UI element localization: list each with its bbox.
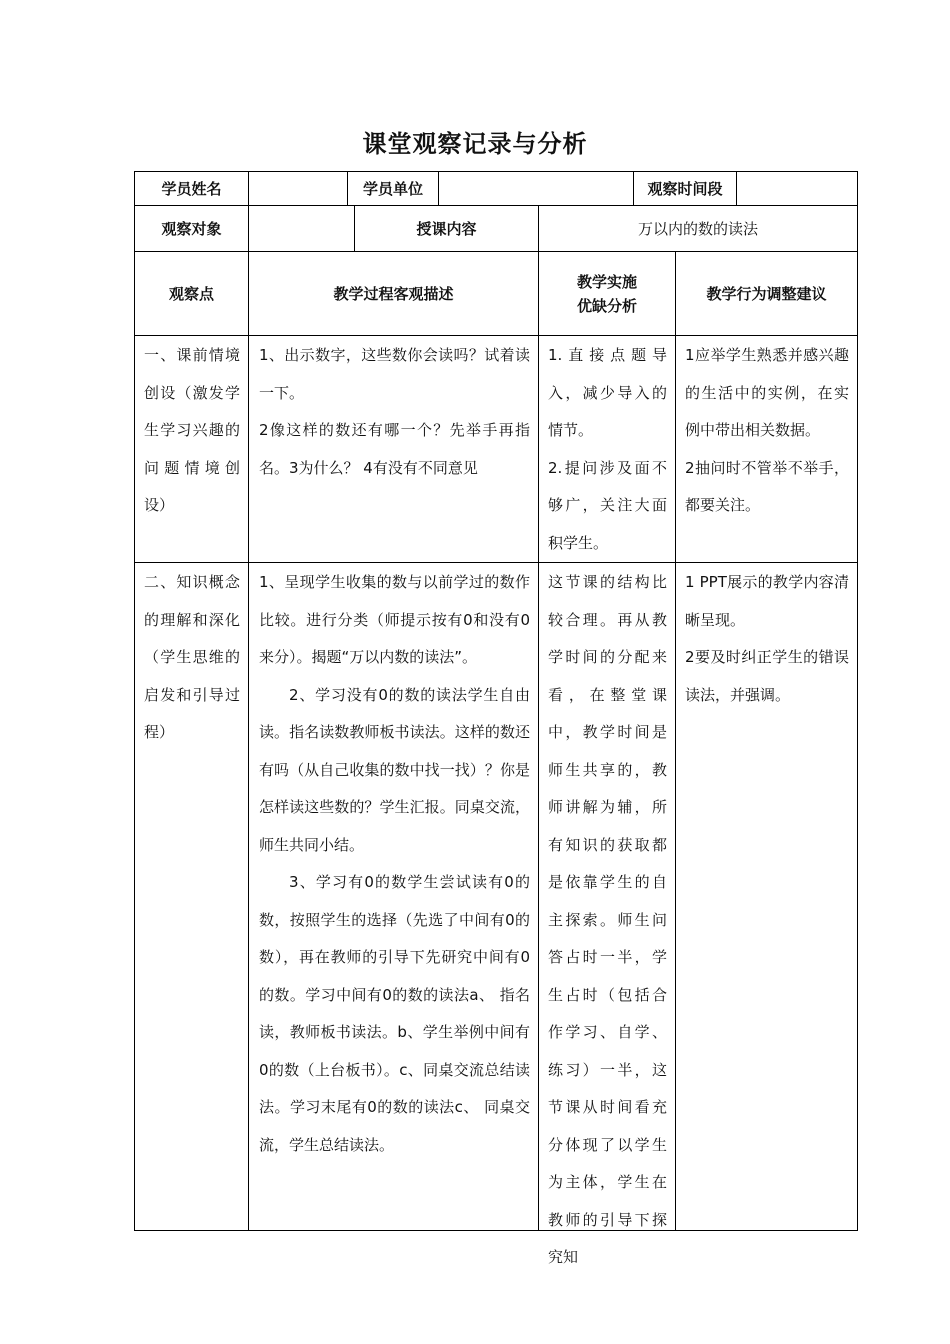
row1-process-p1: 1、出示数字，这些数你会读吗？试着读一下。 [259,346,531,402]
row1-process-p2: 2像这样的数还有哪一个？先举手再指名。3为什么？ 4有没有不同意见 [259,421,531,477]
row1-process [249,336,539,563]
student-name-label: 学员姓名 [135,172,249,206]
observation-row-1 [135,336,858,563]
student-unit-label: 学员单位 [348,172,439,206]
student-name-field[interactable] [249,172,348,206]
row2-process-p3: 3、学习有0的数学生尝试读有0的数，按照学生的选择（先选了中间有0的数），再在教师的引导下先研究中间有0的数。学习中间有0的数的读法a、 指名读，教师板书读法。b、学生举例中间有0的数（上台板书）。c、同桌交流总结读法。学习末尾有0的数的读法c、 同桌交流，学生总结读法。 [259,873,531,1154]
row1-suggestion [676,336,858,563]
observation-time-label: 观察时间段 [634,172,737,206]
row2-suggestion-p1: 1 PPT展示的教学内容清晰呈现。 [685,573,850,629]
column-header-row [135,252,858,336]
row1-suggestion-p1: 1应举学生熟悉并感兴趣的生活中的实例，在实例中带出相关数据。 [685,346,850,439]
row2-process-p1: 1、呈现学生收集的数与以前学过的数作比较。进行分类（师提示按有0和没有0来分）。揭题“万以内数的读法”。 [259,573,531,666]
row1-point-text: 一、课前情境创设（激发学生学习兴趣的问题情境创设） [144,346,240,514]
row2-process [249,563,539,1231]
col-header-analysis [539,252,676,336]
row2-analysis-clip [548,564,668,1266]
row1-suggestion-p2: 2抽问时不管举不举手，都要关注。 [685,458,850,514]
row1-analysis-p2: 2.提问涉及面不够广，关注大面积学生。 [548,458,668,552]
row1-analysis [539,336,676,563]
col-header-process: 教学过程客观描述 [249,252,539,336]
info-row-1 [135,172,858,206]
row2-point-text: 二、知识概念的理解和深化（学生思维的启发和引导过程） [144,573,240,741]
info-row-2 [135,206,858,252]
col-header-analysis-line1: 教学实施 [577,272,638,291]
lesson-content-value: 万以内的数的读法 [539,206,858,252]
col-header-analysis-line2: 优缺分析 [577,296,638,315]
row1-point [135,336,249,563]
student-unit-field[interactable] [439,172,634,206]
lesson-content-label: 授课内容 [355,206,539,252]
observation-table [134,171,858,1266]
page-title: 课堂观察记录与分析 [362,130,588,158]
col-header-suggestion: 教学行为调整建议 [676,252,858,336]
col-header-point: 观察点 [135,252,249,336]
row1-analysis-p1: 1.直接点题导入，减少导入的情节。 [548,346,668,439]
row2-point [135,563,249,1231]
observation-object-field[interactable] [249,206,355,252]
observation-time-field[interactable] [737,172,858,206]
row2-suggestion [676,563,858,1231]
row2-analysis-p1: 这节课的结构比较合理。再从教学时间的分配来看，在整堂课中，教学时间是师生共享的，教师讲解为辅，所有知识的获取都是依靠学生的自主探索。师生问答占时一半，学生占时（包括合作学习、自学、练习）一半，这节课从时间看充分体现了以学生为主体，学生在教师的引导下探究知 [548,573,668,1266]
row2-process-p2: 2、学习没有0的数的读法学生自由读。指名读数教师板书读法。这样的数还有吗（从自己收集的数中找一找）？你是怎样读这些数的？学生汇报。同桌交流，师生共同小结。 [259,685,531,854]
observation-row-2 [135,563,858,1231]
row2-analysis [539,563,676,1266]
observation-object-label: 观察对象 [135,206,249,252]
row2-suggestion-p2: 2要及时纠正学生的错误读法，并强调。 [685,648,850,704]
